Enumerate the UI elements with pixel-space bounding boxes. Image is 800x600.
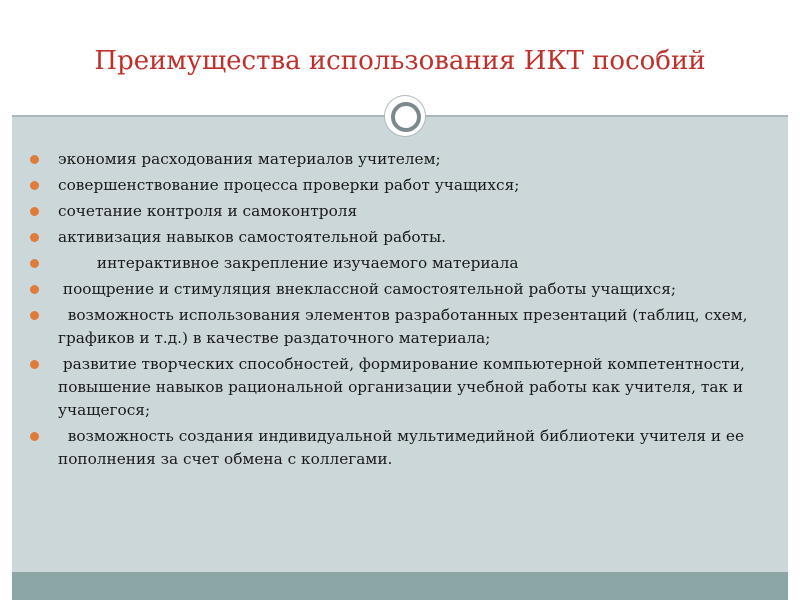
circle-ornament-icon (385, 96, 425, 136)
list-item (26, 353, 766, 422)
bullet-icon (30, 155, 39, 164)
bullet-icon (30, 207, 39, 216)
bullet-icon (30, 181, 39, 190)
list-item-text: возможность создания индивидуальной мультимедийной библиотеки учителя и ее пополнения за счет обмена с коллегами. (58, 427, 749, 468)
list-item-text: возможность использования элементов разработанных презентаций (таблиц, схем, графиков и т.д.) в качестве раздаточного материала; (58, 306, 753, 347)
list-item (26, 148, 766, 171)
list-item-text: активизация навыков самостоятельной работы. (58, 228, 447, 246)
bullet-icon (30, 259, 39, 268)
slide-title: Преимущества использования ИКТ пособий (94, 46, 706, 76)
bullet-icon (30, 432, 39, 441)
bullet-icon (30, 233, 39, 242)
slide (12, 12, 788, 600)
list-item (26, 252, 766, 275)
list-item (26, 304, 766, 350)
bullet-icon (30, 311, 39, 320)
list-item (26, 425, 766, 471)
list-item-text: сочетание контроля и самоконтроля (58, 202, 358, 220)
footer-bar (12, 572, 788, 600)
list-item-text: совершенствование процесса проверки работ учащихся; (58, 176, 520, 194)
bullet-icon (30, 360, 39, 369)
list-item-text: экономия расходования материалов учителем; (58, 150, 441, 168)
list-item-text: поощрение и стимуляция внеклассной самостоятельной работы учащихся; (58, 280, 676, 298)
advantages-list (26, 148, 766, 474)
circle-ornament-inner (391, 102, 421, 132)
list-item (26, 278, 766, 301)
list-item (26, 174, 766, 197)
list-item (26, 200, 766, 223)
list-item-text: интерактивное закрепление изучаемого материала (58, 254, 519, 272)
list-item (26, 226, 766, 249)
bullet-icon (30, 285, 39, 294)
list-item-text: развитие творческих способностей, формирование компьютерной компетентности, повышение навыков рациональной организации учебной работы как учителя, так и учащегося; (58, 355, 750, 419)
